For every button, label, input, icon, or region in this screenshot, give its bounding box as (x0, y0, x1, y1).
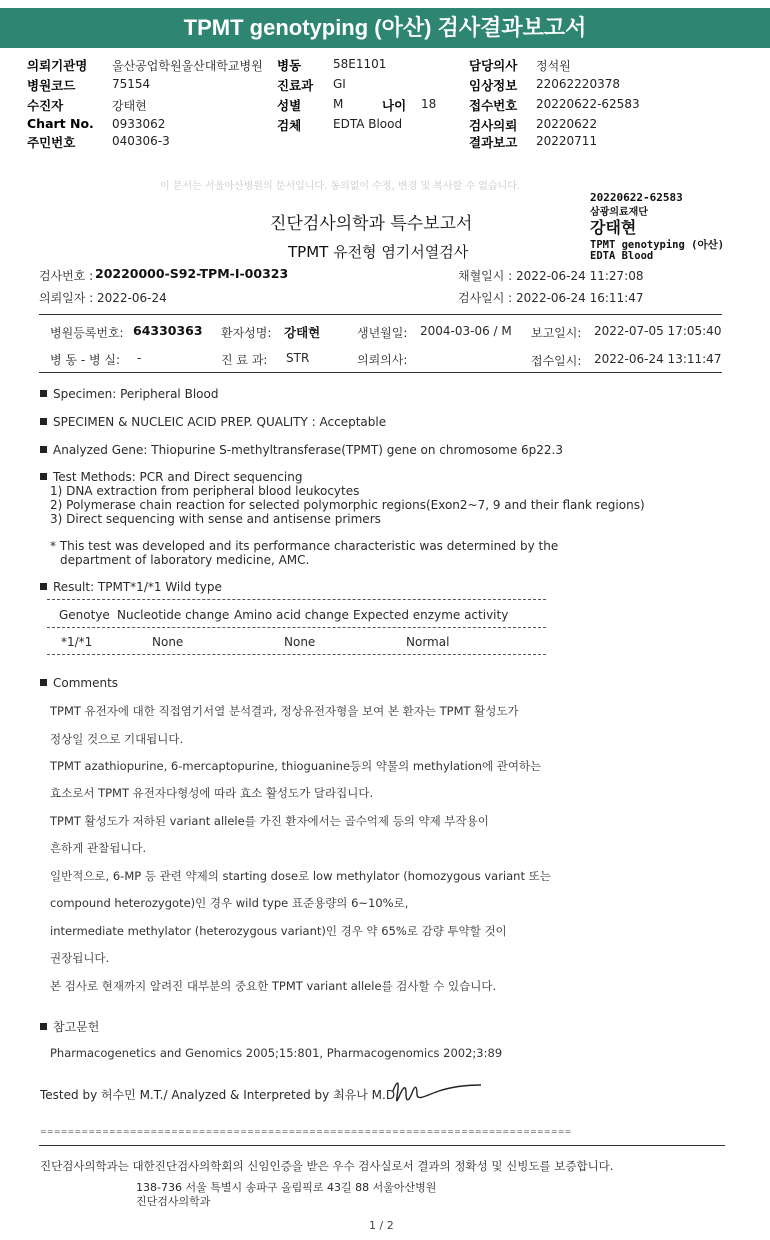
patient-name-label: 환자성명: (221, 326, 272, 340)
divider (39, 372, 722, 373)
dept-label: 진 료 과: (221, 353, 268, 367)
meta-label: 의뢰기관명 (27, 58, 88, 73)
comment-line: 정상일 것으로 기대됩니다. (50, 732, 184, 746)
table-header-nucleotide: Nucleotide change (117, 608, 230, 622)
stamp-patient: 강태현 (590, 218, 637, 237)
note-line: * This test was developed and its performance characteristic was determined by the (50, 539, 559, 553)
page-number: 1 / 2 (369, 1219, 394, 1232)
table-cell-genotype: *1/*1 (61, 635, 93, 649)
table-cell-amino: None (284, 635, 316, 649)
meta-value: 20220711 (536, 134, 598, 148)
meta-label: 접수번호 (469, 98, 518, 113)
certification-text: 진단검사의학과는 대한진단검사의학회의 신임인증을 받은 우수 검사실로서 결과의 정확성 및 신빙도를 보증합니다. (40, 1159, 614, 1173)
comment-line: TPMT 활성도가 저하된 variant allele를 가진 환자에서는 골수억제 등의 약제 부작용이 (50, 814, 489, 828)
meta-label: 검사의뢰 (469, 118, 518, 133)
meta-value: 75154 (112, 77, 151, 91)
comment-line: TPMT 유전자에 대한 직접염기서열 분석결과, 정상유전자형을 보여 본 환자는 TPMT 활성도가 (50, 704, 519, 718)
meta-label: 검체 (277, 118, 302, 133)
reg-no-label: 병원등록번호: (50, 326, 124, 340)
method-step: 1) DNA extraction from peripheral blood leukocytes (50, 484, 360, 498)
gene-line: Analyzed Gene: Thiopurine S-methyltransferase(TPMT) gene on chromosome 6p22.3 (40, 443, 563, 457)
table-divider (47, 599, 546, 600)
comment-line: intermediate methylator (heterozygous variant)인 경우 약 65%로 감량 투약할 것이 (50, 924, 507, 938)
comments-title: Comments (40, 676, 118, 690)
comment-line: 본 검사로 현재까지 알려진 대부분의 중요한 TPMT variant allele를 검사할 수 있습니다. (50, 979, 497, 993)
meta-label: 병원코드 (27, 78, 76, 93)
department-name: 진단검사의학과 (136, 1195, 211, 1208)
table-header-amino: Amino acid change (234, 608, 349, 622)
method-step: 2) Polymerase chain reaction for selected polymorphic regions(Exon2~7, 9 and their flank regions) (50, 498, 645, 512)
methods-title: Test Methods: PCR and Direct sequencing (40, 470, 302, 484)
report-time: 2022-07-05 17:05:40 (594, 324, 722, 338)
confidential-notice: 이 문서는 서울아산병원의 문서입니다. 동의없이 수정, 변경 및 복사할 수 없습니다. (160, 181, 521, 192)
test-number-label: 검사번호 : (39, 269, 94, 283)
table-divider (47, 627, 546, 628)
meta-value: 58E1101 (333, 57, 387, 71)
report-time-label: 보고일시: (531, 326, 582, 340)
result-line: Result: TPMT*1/*1 Wild type (40, 580, 222, 594)
report-title: TPMT genotyping (아산) 검사결과보고서 (0, 8, 770, 48)
meta-value: 강태현 (112, 99, 147, 113)
test-date: 검사일시 : 2022-06-24 16:11:47 (458, 291, 644, 305)
dept-value: STR (286, 351, 310, 365)
test-number: 20220000-S92-TPM-I-00323 (95, 266, 289, 281)
meta-value: M (333, 97, 344, 111)
meta-label: Chart No. (27, 116, 94, 131)
meta-value: 0933062 (112, 117, 166, 131)
address-line: 138-736 서울 특별시 송파구 올림픽로 43길 88 서울아산병원 (136, 1181, 437, 1194)
meta-label: 결과보고 (469, 135, 518, 150)
receipt-time-label: 접수일시: (531, 354, 582, 368)
comment-line: 흔하게 관찰됩니다. (50, 841, 147, 855)
reference-title: 참고문헌 (40, 1018, 99, 1035)
age-label: 나이 (382, 98, 407, 113)
dob-label: 생년월일: (357, 326, 408, 340)
request-date: 의뢰일자 : 2022-06-24 (39, 291, 167, 305)
meta-label: 담당의사 (469, 58, 518, 73)
meta-value: GI (333, 77, 346, 91)
stamp-lab: 삼광의료재단 (590, 207, 648, 218)
divider (39, 1145, 725, 1146)
signature-icon (387, 1073, 487, 1109)
stamp-test: TPMT genotyping (아산) (590, 239, 725, 251)
ward-value: - (137, 351, 142, 365)
receipt-time: 2022-06-24 13:11:47 (594, 352, 722, 366)
reference-text: Pharmacogenetics and Genomics 2005;15:801, Pharmacogenomics 2002;3:89 (50, 1046, 503, 1060)
tested-by: Tested by 허수민 M.T./ Analyzed & Interpreted by 최유나 M.D. (40, 1088, 399, 1102)
equals-divider: ============================================================================= (40, 1127, 572, 1136)
stamp-accession: 20220622-62583 (590, 191, 683, 204)
table-header-activity: Expected enzyme activity (353, 608, 509, 622)
specimen-line: Specimen: Peripheral Blood (40, 387, 218, 401)
meta-label: 수진자 (27, 98, 64, 113)
meta-value: EDTA Blood (333, 117, 403, 131)
table-cell-activity: Normal (406, 635, 450, 649)
comment-line: 효소로서 TPMT 유전자다형성에 따라 효소 활성도가 달라집니다. (50, 786, 374, 800)
meta-value: 정석원 (536, 59, 571, 73)
comment-line: 권장됩니다. (50, 951, 110, 965)
comment-line: TPMT azathiopurine, 6-mercaptopurine, thioguanine등의 약물의 methylation에 관여하는 (50, 759, 542, 773)
ward-label: 병 동 - 병 실: (50, 353, 120, 367)
note-line: department of laboratory medicine, AMC. (60, 553, 310, 567)
divider (39, 314, 722, 315)
meta-label: 진료과 (277, 78, 314, 93)
meta-label: 성별 (277, 98, 302, 113)
stamp-specimen: EDTA Blood (590, 250, 654, 262)
meta-value: 20220622-62583 (536, 97, 640, 111)
meta-value: 22062220378 (536, 77, 620, 91)
meta-label: 임상정보 (469, 78, 518, 93)
dob-value: 2004-03-06 / M (420, 324, 512, 338)
quality-line: SPECIMEN & NUCLEIC ACID PREP. QUALITY : Acceptable (40, 415, 386, 429)
doctor-label: 의뢰의사: (357, 353, 408, 367)
scanned-report (0, 165, 770, 1240)
comment-line: 일반적으로, 6-MP 등 관련 약제의 starting dose로 low methylator (homozygous variant 또는 (50, 869, 551, 883)
table-divider (47, 654, 546, 655)
meta-label: 주민번호 (27, 135, 76, 150)
table-cell-nucleotide: None (152, 635, 184, 649)
table-header-genotype: Genotye (59, 608, 110, 622)
meta-value: 040306-3 (112, 134, 170, 148)
report-main-title: 진단검사의학과 특수보고서 (270, 214, 473, 234)
meta-value: 울산공업학원울산대학교병원 (112, 59, 263, 73)
report-sub-title: TPMT 유전형 염기서열검사 (288, 243, 469, 261)
patient-name: 강태현 (284, 325, 321, 340)
collect-date: 채혈일시 : 2022-06-24 11:27:08 (458, 269, 644, 283)
reg-no: 64330363 (133, 323, 203, 338)
age-value: 18 (421, 97, 437, 111)
meta-label: 병동 (277, 58, 302, 73)
comment-line: compound heterozygote)인 경우 wild type 표준용량의 6~10%로, (50, 896, 409, 910)
method-step: 3) Direct sequencing with sense and antisense primers (50, 512, 381, 526)
meta-value: 20220622 (536, 117, 598, 131)
